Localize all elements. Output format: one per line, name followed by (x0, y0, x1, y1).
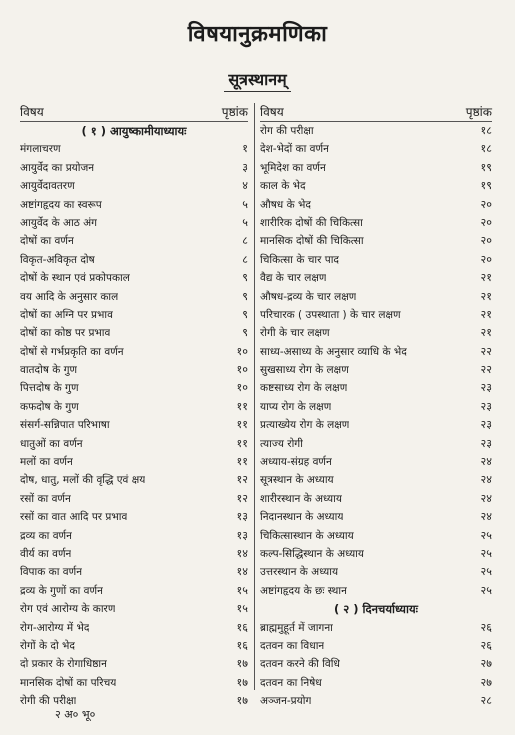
toc-entry-page: ११ (236, 455, 248, 469)
page-footer: २ अ० भू० (55, 708, 96, 721)
toc-entry (20, 655, 248, 673)
toc-entry (260, 324, 492, 342)
toc-entry-page: ५ (242, 197, 248, 211)
toc-entry-page: २३ (480, 399, 492, 413)
toc-entry-page: १३ (236, 510, 248, 524)
toc-entry (20, 379, 248, 397)
toc-entry (260, 490, 492, 508)
toc-entry (20, 508, 248, 526)
toc-entry-title: वातदोष के गुण (20, 364, 78, 377)
page-header: पृष्ठांक (465, 105, 492, 119)
toc-entry-page: २० (480, 197, 492, 211)
column-header (260, 103, 492, 122)
toc-entry-title: शारीरिक दोषों की चिकित्सा (260, 216, 363, 229)
toc-entry-title: वीर्य का वर्णन (20, 547, 72, 560)
toc-entry-page: २४ (480, 473, 492, 487)
toc-entry (20, 398, 248, 416)
toc-entry-title: औषध-द्रव्य के चार लक्षण (260, 290, 357, 303)
toc-entry-title: निदानस्थान के अध्याय (260, 511, 344, 524)
chapter-heading-text: ( २ ) दिनचर्याध्यायः (334, 602, 418, 617)
toc-entry (20, 619, 248, 637)
subject-header: विषय (20, 105, 44, 119)
toc-entry-title: अञ्जन-प्रयोग (260, 695, 312, 708)
toc-entry-title: ब्राह्ममुहूर्त में जागना (260, 621, 333, 634)
toc-entry (20, 600, 248, 618)
toc-entry-page: ४ (242, 179, 248, 193)
toc-entry-page: २३ (480, 418, 492, 432)
toc-entry (260, 563, 492, 581)
toc-entry (260, 306, 492, 324)
toc-entry (260, 527, 492, 545)
toc-entry-title: उत्तरस्थान के अध्याय (260, 566, 339, 579)
toc-entry-page: १ (242, 142, 248, 156)
toc-entry-title: औषध के भेद (260, 198, 311, 211)
toc-entry-title: भूमिदेश का वर्णन (260, 161, 326, 174)
toc-entry-page: १८ (480, 142, 492, 156)
toc-entry-title: वैद्य के चार लक्षण (260, 272, 327, 285)
section-heading-text: सूत्रस्थानम् (224, 70, 290, 92)
toc-entry-page: ३ (242, 160, 248, 174)
toc-entry-page: २४ (480, 510, 492, 524)
toc-entry (20, 563, 248, 581)
toc-entry-page: २७ (480, 657, 492, 671)
toc-entry (20, 361, 248, 379)
toc-entry-page: २२ (480, 363, 492, 377)
toc-entry (20, 416, 248, 434)
toc-entry-page: १७ (236, 657, 248, 671)
toc-entry-page: २३ (480, 436, 492, 450)
toc-entry (20, 527, 248, 545)
toc-entry-page: २७ (480, 675, 492, 689)
toc-entry-title: आयुर्वेद का प्रयोजन (20, 161, 95, 174)
toc-entry-title: मलों का वर्णन (20, 456, 73, 469)
toc-entry (20, 453, 248, 471)
toc-entry (260, 122, 492, 140)
page-title: विषयानुक्रमणिका (187, 22, 328, 47)
toc-entry-title: कफदोष के गुण (20, 400, 79, 413)
toc-entry-page: १४ (236, 546, 248, 560)
toc-entry (20, 269, 248, 287)
toc-entry (260, 637, 492, 655)
toc-entry-title: रोगों के दो भेद (20, 639, 75, 652)
toc-entry-title: रोग एवं आरोग्य के कारण (20, 603, 116, 616)
toc-entry (260, 692, 492, 710)
toc-entry (20, 232, 248, 250)
toc-entry (260, 361, 492, 379)
toc-entry-page: १९ (480, 160, 492, 174)
toc-entry-title: दतवन करने की विधि (260, 658, 340, 671)
toc-entry (20, 214, 248, 232)
toc-entry-title: दोषों का अग्नि पर प्रभाव (20, 308, 113, 321)
toc-entry-page: १९ (480, 179, 492, 193)
toc-entry-title: पित्तदोष के गुण (20, 382, 79, 395)
toc-entry-page: २५ (480, 565, 492, 579)
toc-entry-page: १५ (236, 602, 248, 616)
toc-entry-title: मंगलाचरण (20, 143, 61, 156)
toc-entry (260, 545, 492, 563)
toc-entry (20, 324, 248, 342)
toc-entry-title: दोषों का वर्णन (20, 235, 74, 248)
toc-entry-page: १२ (236, 473, 248, 487)
toc-entry (20, 674, 248, 692)
toc-entry (260, 398, 492, 416)
toc-entry-title: त्याज्य रोगी (260, 437, 303, 450)
toc-entry-page: १३ (236, 528, 248, 542)
toc-entry-page: १० (236, 363, 248, 377)
toc-entry-page: ९ (242, 307, 248, 321)
toc-entry-page: १८ (480, 124, 492, 137)
toc-entry-title: द्रव्य के गुणों का वर्णन (20, 584, 103, 597)
toc-entry-title: अष्टांगहृदय के छः स्थान (260, 584, 347, 597)
toc-entry-title: विपाक का वर्णन (20, 566, 83, 579)
toc-entry-title: आयुर्वेद के आठ अंग (20, 216, 98, 229)
toc-entry (20, 159, 248, 177)
toc-entry (260, 508, 492, 526)
toc-entry (260, 214, 492, 232)
toc-entry-page: १७ (236, 694, 248, 708)
toc-entry (260, 343, 492, 361)
toc-entry (260, 416, 492, 434)
toc-entry-title: मानसिक दोषों का परिचय (20, 676, 117, 689)
toc-entry-title: दोषों के स्थान एवं प्रकोपकाल (20, 272, 130, 285)
column-divider (254, 103, 255, 690)
toc-entry (260, 453, 492, 471)
toc-entry (20, 471, 248, 489)
toc-entry (260, 269, 492, 287)
toc-entry-title: अष्टांगहृदय का स्वरूप (20, 198, 102, 211)
toc-entry-page: ९ (242, 289, 248, 303)
section-heading (0, 68, 515, 90)
toc-entry (20, 490, 248, 508)
toc-entry (260, 196, 492, 214)
toc-entry-page: ९ (242, 326, 248, 340)
toc-entry-title: चिकित्सास्थान के अध्याय (260, 529, 354, 542)
toc-entry-title: साध्य-असाध्य के अनुसार व्याधि के भेद (260, 345, 407, 358)
toc-entry-page: १५ (236, 583, 248, 597)
toc-entry (260, 251, 492, 269)
toc-entry-page: २० (480, 215, 492, 229)
toc-entry-title: वय आदि के अनुसार काल (20, 290, 119, 303)
toc-entry-page: २४ (480, 491, 492, 505)
toc-entry-page: १० (236, 381, 248, 395)
toc-entry-title: परिचारक ( उपस्थाता ) के चार लक्षण (260, 308, 401, 321)
toc-entry (260, 379, 492, 397)
toc-entry-title: रोग की परीक्षा (260, 125, 314, 137)
toc-entry (20, 196, 248, 214)
toc-entry-page: १७ (236, 675, 248, 689)
right-entry-list (260, 122, 492, 711)
toc-entry-title: दोषों से गर्भप्रकृति का वर्णन (20, 345, 124, 358)
toc-entry (20, 435, 248, 453)
toc-entry-page: २१ (480, 326, 492, 340)
column-header (20, 103, 248, 122)
toc-entry-title: चिकित्सा के चार पाद (260, 253, 340, 266)
chapter-heading (20, 122, 248, 140)
toc-entry-title: याप्य रोग के लक्षण (260, 400, 332, 413)
toc-entry-page: २३ (480, 381, 492, 395)
toc-entry-title: दतवन का विधान (260, 639, 325, 652)
toc-entry-title: सुखसाध्य रोग के लक्षण (260, 364, 349, 377)
toc-entry-title: रसों का वर्णन (20, 492, 71, 505)
toc-entry (20, 637, 248, 655)
toc-entry-title: कल्प-सिद्धिस्थान के अध्याय (260, 547, 364, 560)
toc-entry-page: १६ (236, 620, 248, 634)
toc-entry-page: १२ (236, 491, 248, 505)
toc-entry-page: २० (480, 252, 492, 266)
toc-entry-title: सूत्रस्थान के अध्याय (260, 474, 334, 487)
toc-entry-title: शारीरस्थान के अध्याय (260, 492, 342, 505)
toc-entry-title: कष्टसाध्य रोग के लक्षण (260, 382, 348, 395)
toc-entry (20, 545, 248, 563)
chapter-heading-text: ( १ ) आयुष्कामीयाध्यायः (81, 124, 187, 138)
toc-entry-page: ११ (236, 436, 248, 450)
toc-entry-title: विकृत-अविकृत दोष (20, 253, 95, 266)
toc-entry-title: धातुओं का वर्णन (20, 437, 83, 450)
toc-entry-page: २६ (480, 620, 492, 634)
toc-entry (260, 582, 492, 600)
toc-entry (20, 140, 248, 158)
toc-entry-title: दोषों का कोष्ठ पर प्रभाव (20, 327, 111, 340)
toc-entry-page: ११ (236, 399, 248, 413)
toc-entry-title: देश-भेदों का वर्णन (260, 143, 329, 156)
toc-entry-page: २८ (480, 694, 492, 708)
toc-entry-page: २१ (480, 271, 492, 285)
toc-entry-page: १६ (236, 638, 248, 652)
toc-entry-title: काल के भेद (260, 180, 306, 193)
toc-entry-title: आयुर्वेदावतरण (20, 180, 75, 193)
toc-entry-page: १० (236, 344, 248, 358)
left-entry-list (20, 122, 248, 711)
toc-entry (260, 159, 492, 177)
left-column (20, 103, 248, 711)
toc-entry-page: २२ (480, 344, 492, 358)
toc-entry-page: ५ (242, 215, 248, 229)
toc-entry (260, 177, 492, 195)
toc-entry (260, 435, 492, 453)
toc-entry (20, 343, 248, 361)
toc-entry-page: ८ (242, 234, 248, 248)
toc-entry-title: रोगी के चार लक्षण (260, 327, 330, 340)
toc-entry-title: मानसिक दोषों की चिकित्सा (260, 235, 364, 248)
toc-entry-page: २४ (480, 455, 492, 469)
toc-entry (20, 306, 248, 324)
toc-entry-page: २५ (480, 528, 492, 542)
toc-entry-page: २० (480, 234, 492, 248)
toc-entry-page: २६ (480, 638, 492, 652)
toc-entry-page: २१ (480, 307, 492, 321)
toc-entry (20, 582, 248, 600)
toc-entry-page: २५ (480, 583, 492, 597)
toc-entry-title: दोष, धातु, मलों की वृद्धि एवं क्षय (20, 474, 146, 487)
toc-entry-title: प्रत्याख्येय रोग के लक्षण (260, 419, 350, 432)
toc-entry-title: रोगी की परीक्षा (20, 695, 77, 708)
toc-entry (20, 251, 248, 269)
toc-entry (20, 177, 248, 195)
toc-entry-title: संसर्ग-सन्निपात परिभाषा (20, 419, 110, 432)
toc-entry-title: दतवन का निषेध (260, 676, 322, 689)
toc-entry (260, 288, 492, 306)
toc-entry-page: ९ (242, 271, 248, 285)
toc-entry-page: २१ (480, 289, 492, 303)
toc-entry (260, 655, 492, 673)
toc-entry-title: रोग-आरोग्य में भेद (20, 621, 90, 634)
toc-entry (260, 674, 492, 692)
toc-entry-page: ८ (242, 252, 248, 266)
toc-entry-title: द्रव्य का वर्णन (20, 529, 72, 542)
toc-entry (260, 140, 492, 158)
toc-entry-page: २५ (480, 546, 492, 560)
toc-entry-title: दो प्रकार के रोगाधिष्ठान (20, 658, 107, 671)
toc-entry-page: ११ (236, 418, 248, 432)
subject-header: विषय (260, 105, 284, 119)
toc-entry-page: १४ (236, 565, 248, 579)
toc-entry-title: अध्याय-संग्रह वर्णन (260, 456, 332, 469)
chapter-heading (260, 600, 492, 618)
toc-entry (260, 619, 492, 637)
toc-entry (20, 288, 248, 306)
toc-entry-title: रसों का वात आदि पर प्रभाव (20, 511, 128, 524)
toc-entry (260, 471, 492, 489)
page-header: पृष्ठांक (221, 105, 248, 119)
toc-entry (260, 232, 492, 250)
right-column (260, 103, 492, 711)
